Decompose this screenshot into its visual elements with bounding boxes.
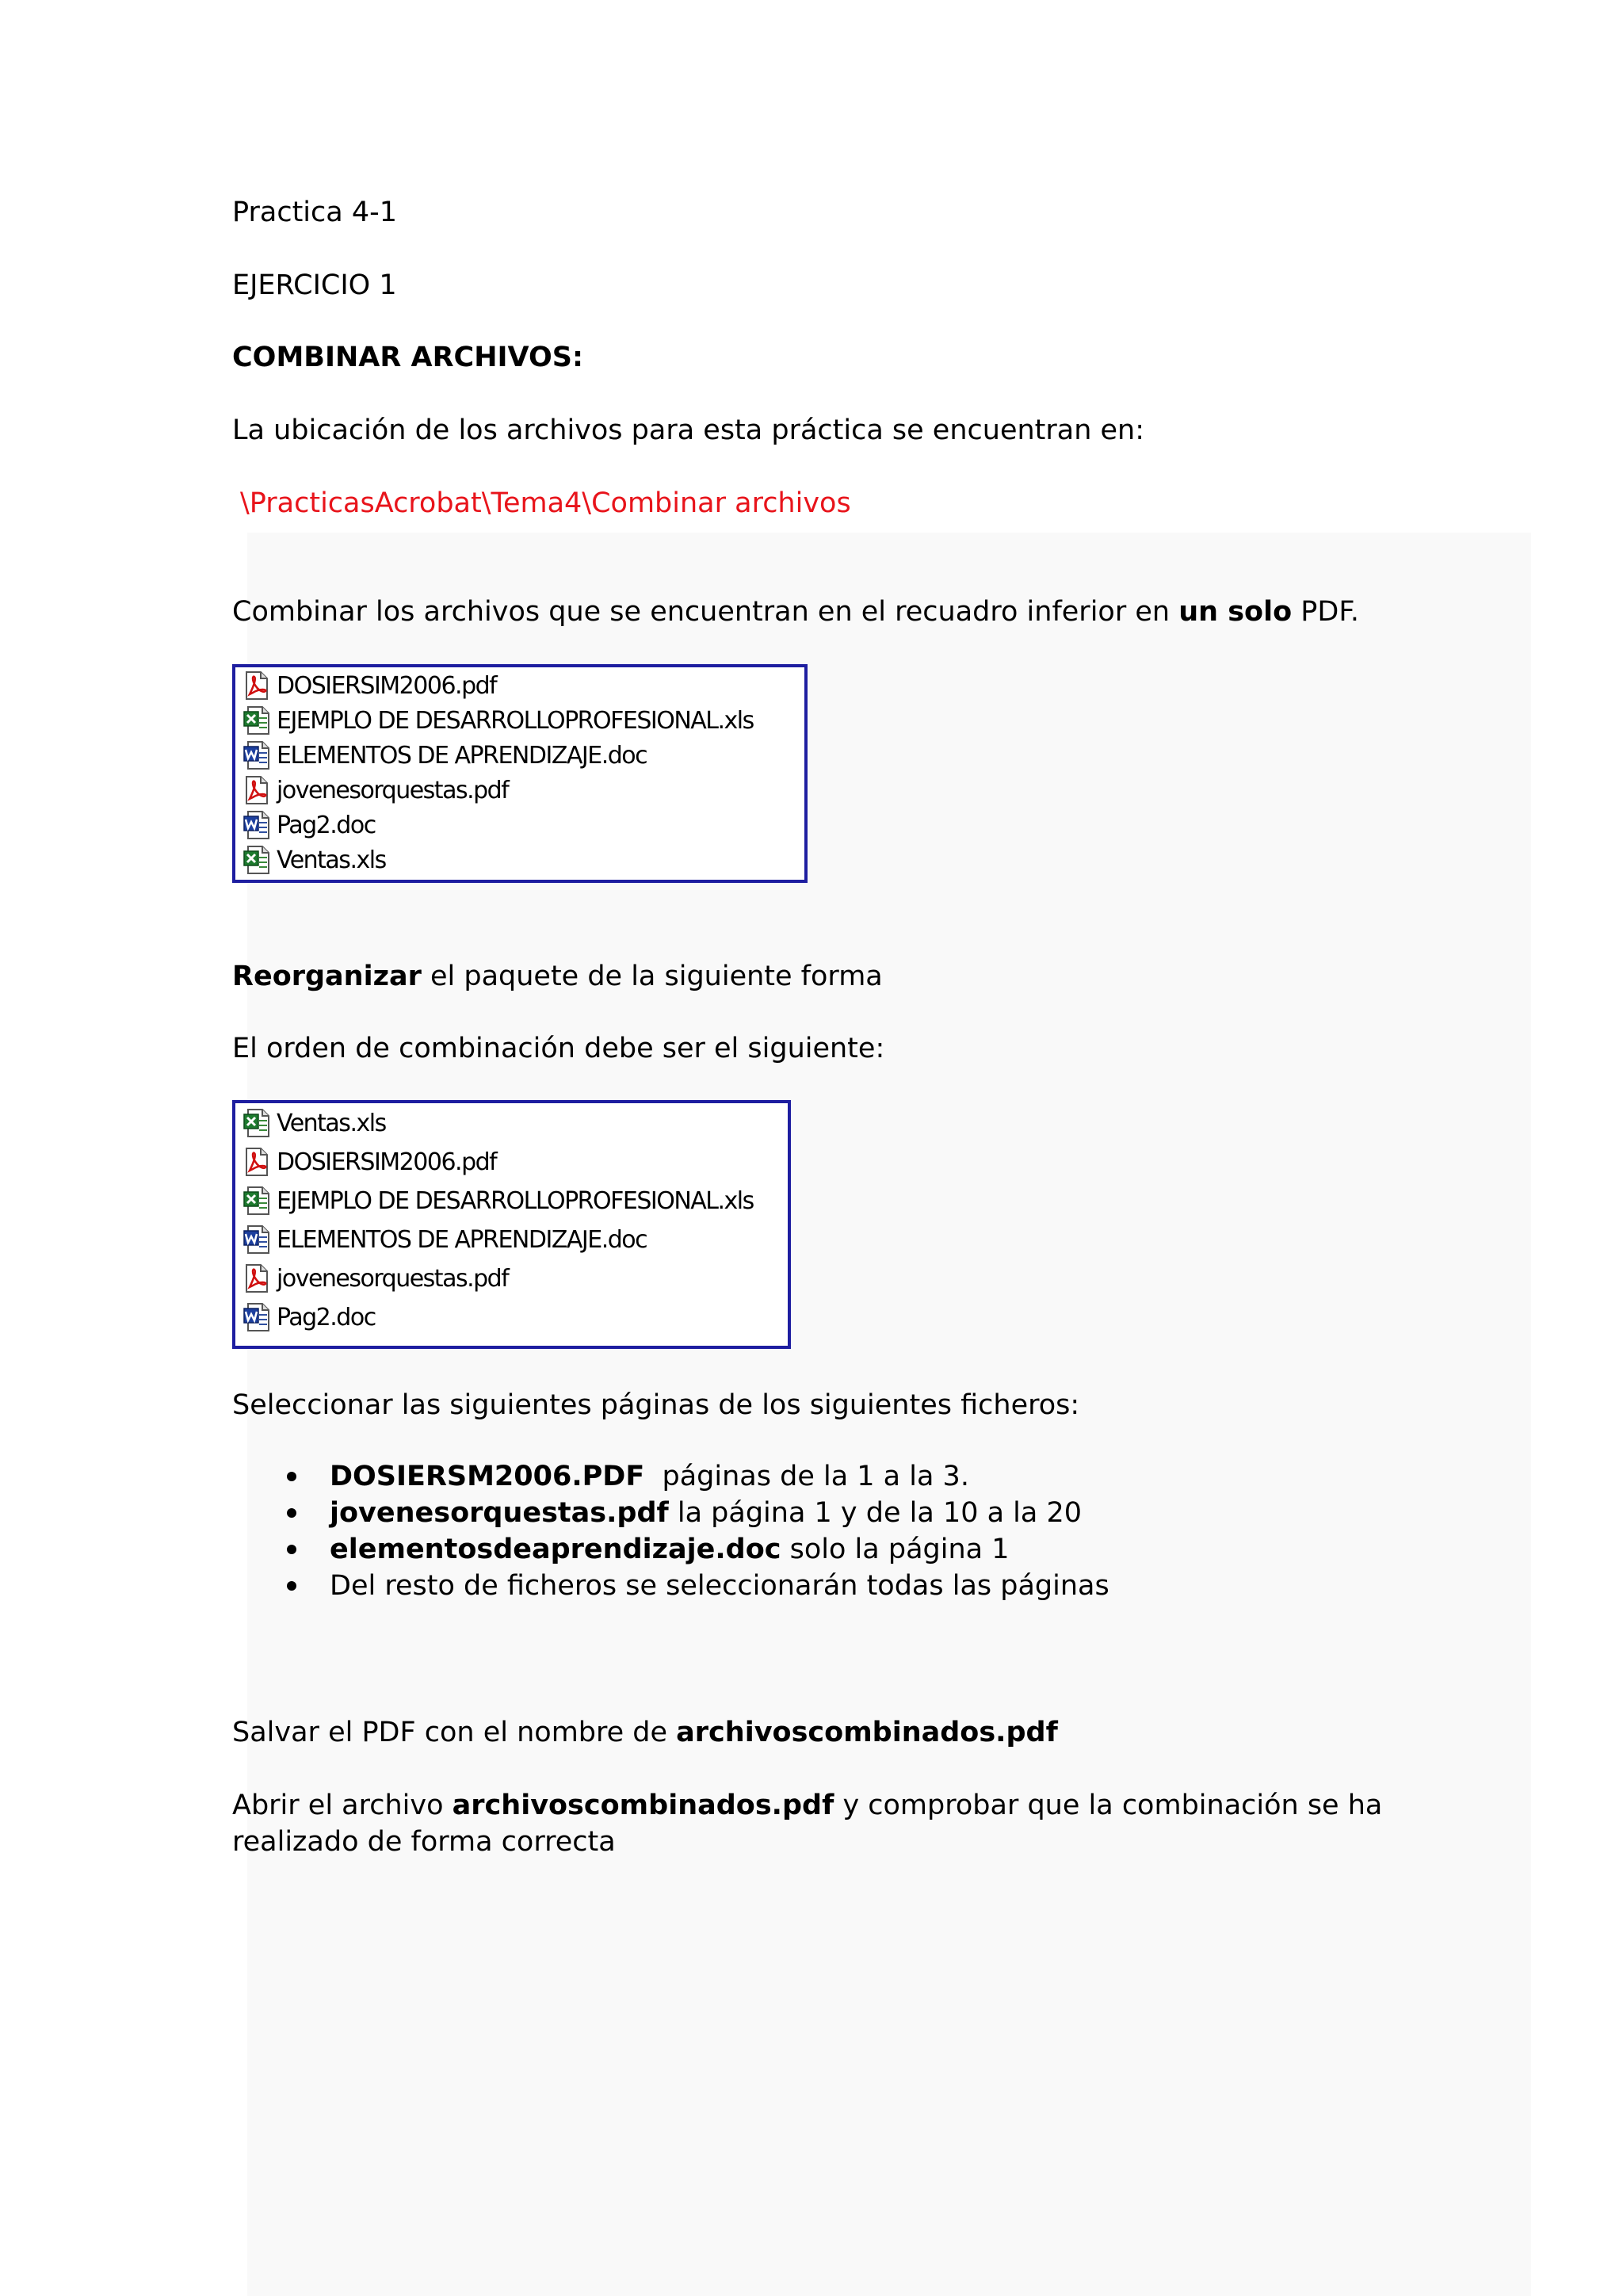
excel-icon [243, 1186, 277, 1216]
section-heading: COMBINAR ARCHIVOS: [232, 342, 583, 373]
bullet-text: solo la página 1 [781, 1534, 1010, 1565]
pdf-icon [243, 1263, 277, 1293]
bullet-icon [287, 1508, 296, 1518]
combine-text-bold: un solo [1178, 596, 1293, 628]
original-file-row[interactable] [243, 740, 647, 770]
word-icon [243, 1224, 277, 1255]
location-path: \PracticasAcrobat\Tema4\Combinar archivos [240, 487, 851, 519]
original-file-row[interactable] [243, 670, 496, 701]
save-text-before: Salvar el PDF con el nombre de [232, 1717, 677, 1748]
ordered-files-box [232, 1100, 791, 1349]
reorganize-instruction [232, 958, 883, 995]
original-file-row[interactable] [243, 845, 386, 875]
page-selection-item [232, 1458, 1109, 1495]
ordered-file-row[interactable] [243, 1108, 386, 1138]
ordered-file-row[interactable] [243, 1186, 754, 1216]
excel-icon [243, 1108, 277, 1138]
open-text-before: Abrir el archivo [232, 1790, 453, 1821]
bullet-text: páginas de la 1 a la 3. [644, 1461, 969, 1492]
ordered-file-row[interactable] [243, 1147, 496, 1177]
file-name: Ventas.xls [277, 1109, 386, 1137]
pdf-icon [243, 775, 277, 805]
bullet-text: la página 1 y de la 10 a la 20 [668, 1497, 1083, 1529]
pdf-icon [243, 1147, 277, 1177]
file-name: Ventas.xls [277, 846, 386, 874]
file-name: ELEMENTOS DE APRENDIZAJE.doc [277, 1225, 647, 1254]
combine-instruction [232, 594, 1359, 630]
pdf-icon [243, 670, 277, 701]
bullet-filename: DOSIERSM2006.PDF [330, 1461, 645, 1492]
original-file-row[interactable] [243, 705, 754, 735]
bullet-icon [287, 1581, 296, 1591]
file-name: jovenesorquestas.pdf [277, 776, 509, 804]
ordered-file-row[interactable] [243, 1263, 508, 1293]
word-icon [243, 1302, 277, 1332]
bullet-filename: jovenesorquestas.pdf [330, 1497, 669, 1529]
original-file-row[interactable] [243, 775, 508, 805]
combine-text-before: Combinar los archivos que se encuentran en el recuadro inferior en [232, 596, 1179, 628]
file-name: EJEMPLO DE DESARROLLOPROFESIONAL.xls [277, 1186, 754, 1215]
original-files-box [232, 664, 808, 883]
open-instruction-line2: realizado de forma correcta [232, 1826, 616, 1858]
page-selection-item [232, 1495, 1109, 1531]
exercise-label: EJERCICIO 1 [232, 269, 397, 301]
page-selection-list [232, 1458, 1109, 1604]
page-selection-item [232, 1568, 1109, 1604]
file-name: DOSIERSIM2006.pdf [277, 671, 497, 700]
bullet-filename: elementosdeaprendizaje.doc [330, 1534, 781, 1565]
original-file-row[interactable] [243, 810, 376, 840]
excel-icon [243, 705, 277, 735]
bullet-icon [287, 1545, 296, 1554]
word-icon [243, 740, 277, 770]
combine-text-after: PDF. [1292, 596, 1359, 628]
order-intro: El orden de combinación debe ser el siguiente: [232, 1033, 885, 1064]
file-name: jovenesorquestas.pdf [277, 1264, 509, 1293]
file-name: Pag2.doc [277, 811, 376, 839]
reorganize-bold: Reorganizar [232, 961, 422, 992]
open-instruction [232, 1787, 1382, 1824]
location-intro: La ubicación de los archivos para esta práctica se encuentran en: [232, 415, 1145, 446]
save-instruction [232, 1714, 1058, 1751]
file-name: EJEMPLO DE DESARROLLOPROFESIONAL.xls [277, 706, 754, 735]
file-name: Pag2.doc [277, 1303, 376, 1331]
reorganize-text: el paquete de la siguiente forma [421, 961, 883, 992]
ordered-file-row[interactable] [243, 1302, 376, 1332]
open-text-after: y comprobar que la combinación se ha [834, 1790, 1383, 1821]
practice-title: Practica 4-1 [232, 197, 398, 228]
word-icon [243, 810, 277, 840]
file-name: ELEMENTOS DE APRENDIZAJE.doc [277, 741, 647, 770]
excel-icon [243, 845, 277, 875]
select-intro: Seleccionar las siguientes páginas de los siguientes ficheros: [232, 1389, 1080, 1421]
bullet-icon [287, 1472, 296, 1481]
ordered-file-row[interactable] [243, 1224, 647, 1255]
open-filename: archivoscombinados.pdf [452, 1790, 834, 1821]
save-filename: archivoscombinados.pdf [676, 1717, 1058, 1748]
file-name: DOSIERSIM2006.pdf [277, 1148, 497, 1176]
page-selection-item [232, 1531, 1109, 1568]
bullet-text: Del resto de ficheros se seleccionarán todas las páginas [330, 1570, 1109, 1602]
